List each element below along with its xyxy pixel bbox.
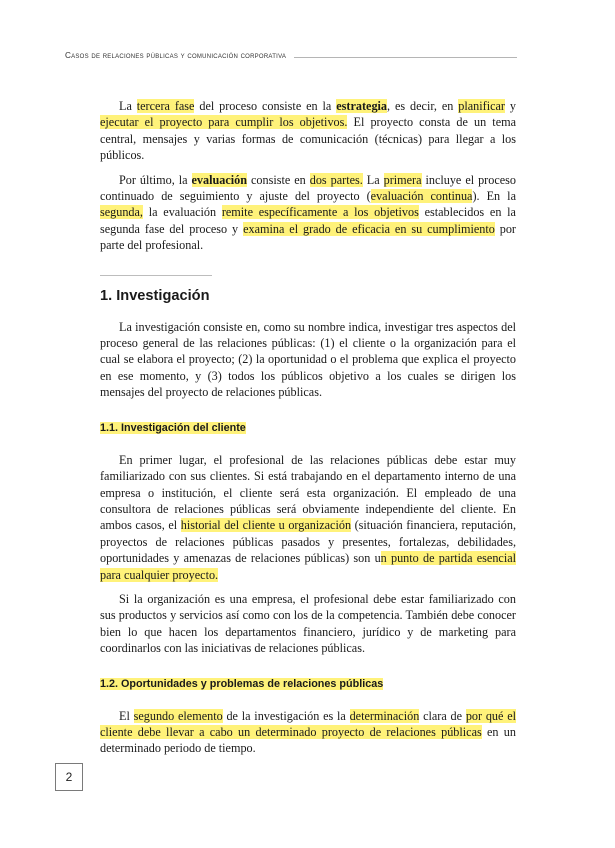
highlighted-text: evaluación continua xyxy=(370,189,473,204)
text-run: en un determinado periodo de tiempo. xyxy=(100,724,516,756)
highlighted-text: determinación xyxy=(349,708,420,723)
highlighted-text: planificar xyxy=(458,99,505,113)
text-run: ). En la xyxy=(472,189,516,204)
highlighted-text: segunda, xyxy=(100,205,143,220)
text-run: El proyecto consta de un tema central, mensajes y varias formas de comunicación (técnicas) para llegar a los públicos. xyxy=(100,115,516,163)
subsection-heading-text: 1.1. Investigación del cliente xyxy=(100,421,246,434)
highlighted-text: segundo elemento xyxy=(133,708,223,723)
subsection-heading-oportunidades xyxy=(100,677,516,691)
text-run: por parte del profesional. xyxy=(100,221,516,253)
section-heading-investigacion: 1. Investigación xyxy=(100,287,210,304)
text-run: (situación financiera, reputación, proyectos de relaciones públicas pasados y presentes, fortalezas, debilidades, oportunidades y amenazas de relaciones públicas) son u xyxy=(100,518,516,566)
text-run: consiste en xyxy=(247,172,310,187)
highlighted-text: remite específicamente a los objetivos xyxy=(221,205,419,220)
highlighted-text: primera xyxy=(383,172,422,187)
highlighted-text: examina el grado de eficacia en su cumplimiento xyxy=(243,221,495,236)
running-header xyxy=(65,51,517,60)
highlighted-text: n punto de partida esencial para cualquier proyecto. xyxy=(100,551,516,582)
text-run: de la investigación es la xyxy=(222,708,350,723)
sub12-paragraph-1 xyxy=(100,708,516,757)
highlighted-text: por qué el cliente debe llevar a cabo un determinado proyecto de relaciones públicas xyxy=(100,708,517,739)
highlighted-text: historial del cliente u organización xyxy=(180,518,352,533)
subsection-heading-text: 1.2. Oportunidades y problemas de relaciones públicas xyxy=(100,677,384,690)
text-run: La xyxy=(362,172,384,187)
section-divider xyxy=(100,275,212,276)
text-run: clara de xyxy=(419,708,466,723)
highlighted-text: dos partes. xyxy=(309,172,363,187)
highlighted-text: ejecutar el proyecto para cumplir los objetivos. xyxy=(100,115,348,130)
intro-paragraph-1 xyxy=(100,98,516,164)
text-run: Por último, la xyxy=(119,172,192,187)
sub11-paragraph-1 xyxy=(100,452,516,583)
text-run: la evaluación xyxy=(142,205,222,220)
header-rule xyxy=(294,57,517,58)
page-number: 2 xyxy=(55,763,83,791)
highlighted-bold-text: estrategia xyxy=(336,99,388,113)
intro-paragraph-2 xyxy=(100,172,516,254)
text-run: y xyxy=(505,99,517,113)
text-run: establecidos en la segunda fase del proceso y xyxy=(100,205,516,236)
text-run: , es decir, en xyxy=(387,99,459,113)
highlighted-text: tercera fase xyxy=(136,99,195,113)
header-title: Casos de relaciones públicas y comunicación corporativa xyxy=(65,51,287,60)
text-run: El xyxy=(119,708,134,723)
page-body xyxy=(100,98,516,757)
text-run: La xyxy=(119,99,137,113)
sub11-paragraph-2: Si la organización es una empresa, el profesional debe estar familiarizado con sus productos y servicios así como con los de la competencia. También debe conocer bien lo que hacen los departamentos financiero, jurídico y de marketing para coordinarlos con las iniciativas de relaciones públicas. xyxy=(100,591,516,656)
text-run: incluye el proceso continuado de seguimiento y ajuste del proyecto ( xyxy=(100,172,516,204)
text-run: del proceso consiste en la xyxy=(194,99,337,113)
text-run: En primer lugar, el profesional de las relaciones públicas debe estar muy familiarizado con sus clientes. Si está trabajando en el departamento interno de una empresa o institución, el cliente será esta organización. El empleado de una consultora de relaciones públicas será obviamente independiente del cliente. En ambos casos, el xyxy=(100,452,516,533)
subsection-heading-cliente xyxy=(100,421,516,435)
highlighted-bold-text: evaluación xyxy=(191,172,248,187)
section1-paragraph: La investigación consiste en, como su nombre indica, investigar tres aspectos del proceso general de las relaciones públicas: (1) el cliente o la organización para el cual se elabora el proyecto; (2) la oportunidad o el problema que explica el proyecto en ese momento, y (3) todos los públicos objetivo a los cuales se dirigen los mensajes del proyecto de relaciones públicas. xyxy=(100,319,516,400)
